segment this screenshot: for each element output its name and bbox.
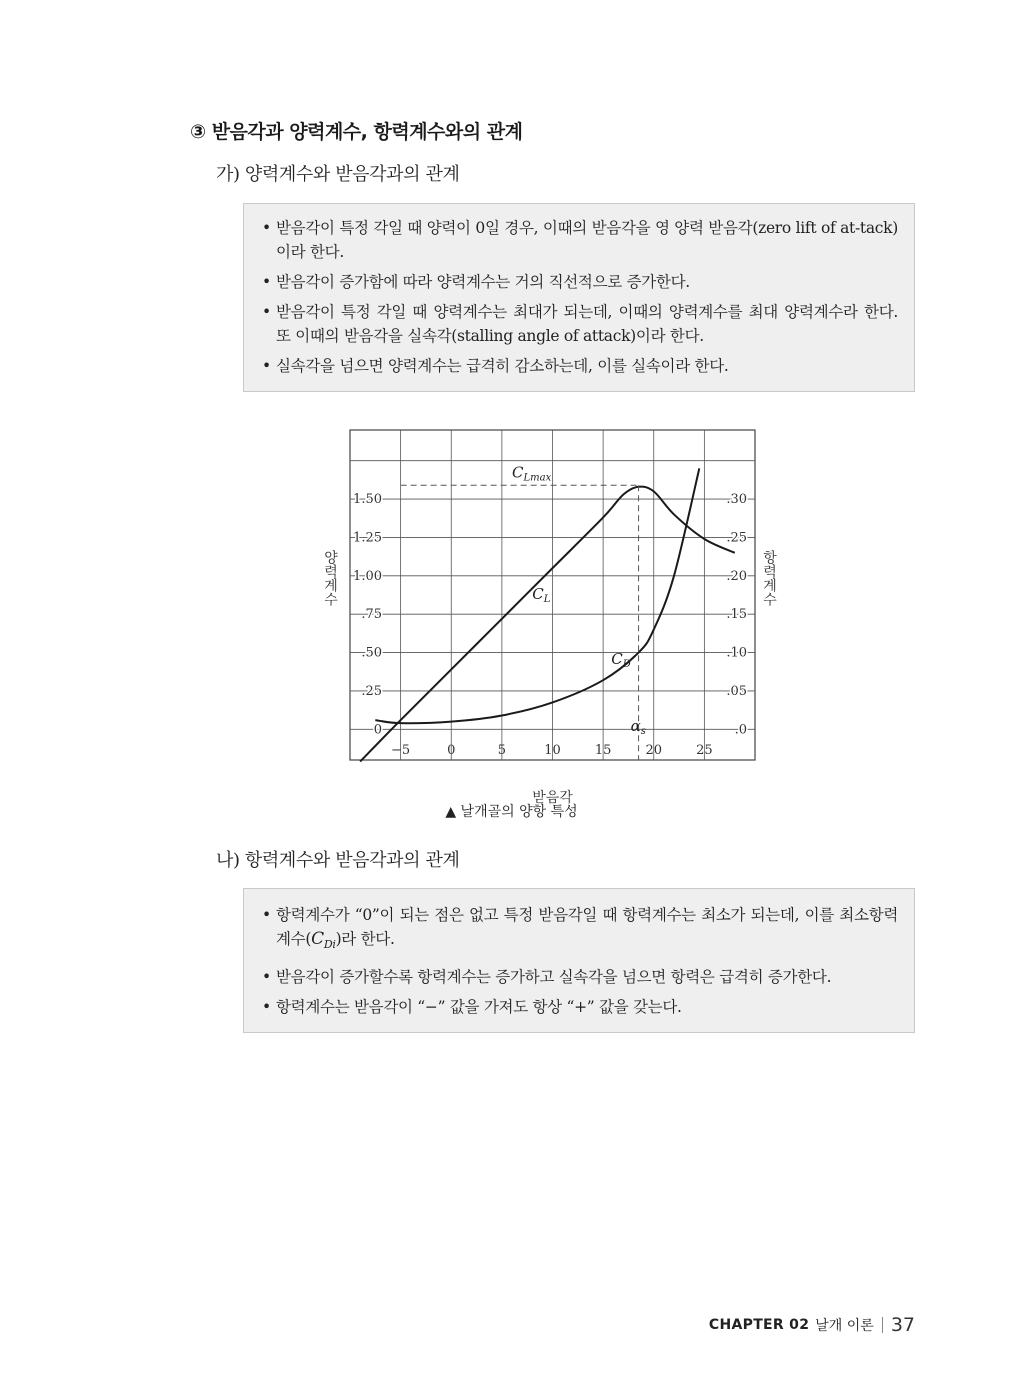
x-tick-label: −5 bbox=[391, 743, 411, 758]
alpha-s-label: $\alpha_s$ bbox=[630, 717, 646, 737]
y-left-tick-label: .75 bbox=[361, 607, 382, 623]
drag-symbol: C bbox=[311, 929, 324, 949]
cd-label-subscript: D bbox=[622, 659, 631, 671]
lift-drag-figure bbox=[300, 420, 800, 820]
drag-bullet-1-text: 항력계수가 “0”이 되는 점은 없고 특정 받음각일 때 항력계수는 최소가 되는데, 이를 최소항력계수( bbox=[276, 906, 898, 948]
footer-chapter-title: 날개 이론 bbox=[815, 1318, 874, 1334]
info-box-drag bbox=[243, 888, 915, 1033]
y-right-tick-label: .0 bbox=[734, 722, 747, 738]
page-footer bbox=[709, 1314, 915, 1336]
y-left-tick-label: 1.25 bbox=[353, 530, 382, 546]
x-tick-label: 25 bbox=[696, 743, 713, 758]
y-left-tick-label: 0 bbox=[373, 722, 382, 738]
x-tick-label: 5 bbox=[497, 743, 507, 758]
y-left-tick-label: 1.00 bbox=[353, 568, 382, 584]
lift-drag-chart bbox=[300, 420, 800, 820]
lift-bullet-2: • 받음각이 증가함에 따라 양력계수는 거의 직선적으로 증가한다. bbox=[262, 270, 898, 294]
y-right-tick-label: .25 bbox=[726, 530, 747, 546]
y-left-axis-title: 양력계수 bbox=[322, 550, 338, 606]
figure-caption: ▲ 날개골의 양항 특성 bbox=[445, 804, 578, 820]
clmax-label-subscript: Lmax bbox=[523, 472, 552, 484]
cl-curve bbox=[360, 487, 735, 762]
y-left-tick-label: 1.50 bbox=[353, 492, 382, 508]
y-left-tick-label: .50 bbox=[361, 645, 382, 661]
footer-divider bbox=[882, 1317, 883, 1333]
footer-chapter: CHAPTER 02 bbox=[708, 1317, 810, 1333]
cl-label: $C_L$ bbox=[532, 584, 551, 605]
drag-bullet-2: • 받음각이 증가할수록 항력계수는 증가하고 실속각을 넘으면 항력은 급격히 증가한다. bbox=[262, 965, 898, 989]
x-tick-label: 20 bbox=[645, 743, 663, 758]
x-tick-label: 15 bbox=[594, 743, 612, 758]
lift-bullet-3: • 받음각이 특정 각일 때 양력계수는 최대가 되는데, 이때의 양력계수를 최대 양력계수라 한다. 또 이때의 받음각을 실속각(stalling angle of attack)이라 한다. bbox=[262, 300, 898, 348]
y-right-axis-title: 항력계수 bbox=[761, 550, 777, 606]
drag-bullet-1 bbox=[262, 903, 898, 957]
y-right-tick-label: .15 bbox=[726, 607, 747, 623]
y-right-tick-label: .30 bbox=[726, 492, 747, 508]
drag-bullet-3: • 항력계수는 받음각이 “−” 값을 가져도 항상 “+” 값을 갖는다. bbox=[262, 995, 898, 1019]
clmax-label: $C_{Lmax}$ bbox=[512, 463, 552, 484]
lift-bullet-4: • 실속각을 넘으면 양력계수는 급격히 감소하는데, 이를 실속이라 한다. bbox=[262, 354, 898, 378]
y-right-tick-label: .05 bbox=[726, 683, 747, 699]
drag-bullet-1-end: )라 한다. bbox=[335, 930, 395, 948]
lift-bullet-1: • 받음각이 특정 각일 때 양력이 0일 경우, 이때의 받음각을 영 양력 받음각(zero lift of at-tack)이라 한다. bbox=[262, 216, 898, 264]
subsection-a-title: 가) 양력계수와 받음각과의 관계 bbox=[216, 164, 460, 185]
info-box-lift bbox=[243, 203, 915, 392]
cd-label: $C_D$ bbox=[611, 650, 631, 671]
drag-bullet-list bbox=[262, 903, 898, 1019]
drag-symbol-subscript: Di bbox=[323, 938, 336, 951]
alpha-s-label-subscript: s bbox=[640, 726, 646, 737]
x-axis-title: 받음각 bbox=[532, 790, 573, 806]
section-heading: ③ 받음각과 양력계수, 항력계수와의 관계 bbox=[190, 121, 523, 143]
x-tick-label: 0 bbox=[447, 743, 456, 758]
lift-bullet-list bbox=[262, 216, 898, 378]
x-tick-label: 10 bbox=[544, 743, 561, 758]
y-right-tick-label: .10 bbox=[726, 645, 747, 661]
y-left-tick-label: .25 bbox=[361, 683, 382, 699]
cl-label-subscript: L bbox=[543, 593, 551, 605]
subsection-b-title: 나) 항력계수와 받음각과의 관계 bbox=[216, 850, 460, 871]
y-right-tick-label: .20 bbox=[726, 568, 747, 584]
page-number: 37 bbox=[890, 1314, 915, 1336]
